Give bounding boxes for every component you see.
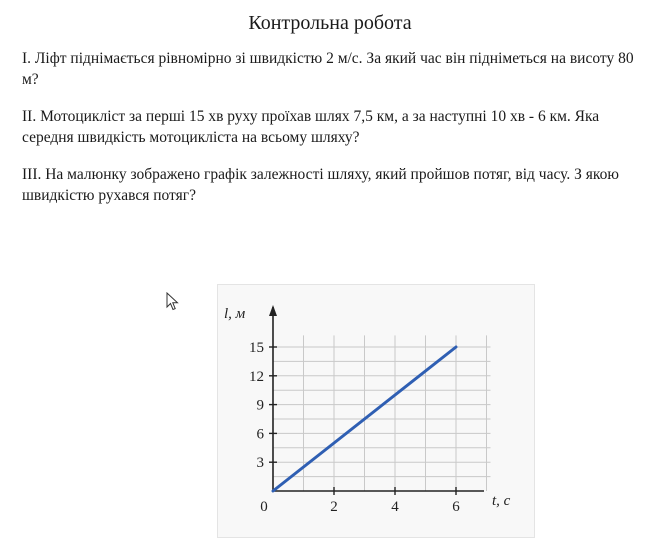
y-tick-label: 15 — [249, 340, 264, 356]
graph-panel — [217, 284, 535, 538]
chart-grid — [273, 335, 491, 491]
x-tick-label: 2 — [330, 499, 338, 515]
task-3: ІІІ. На малюнку зображено графік залежності шляху, який пройшов потяг, від часу. З якою швидкістю рухався потяг? — [22, 166, 619, 204]
task-1: І. Ліфт піднімається рівномірно зі швидкістю 2 м/с. За який час він підніметься на висоту 80 м? — [22, 50, 634, 88]
x-tick-label: 6 — [452, 499, 460, 515]
y-tick-label: 12 — [249, 368, 264, 385]
chart-axes — [269, 305, 484, 495]
mouse-pointer-icon — [166, 292, 180, 312]
x-axis-label: t, c — [492, 493, 511, 509]
y-tick-label: 3 — [256, 455, 264, 472]
y-tick-label: 9 — [256, 397, 264, 414]
x-tick-label: 0 — [260, 499, 268, 515]
y-axis-arrow — [269, 305, 277, 316]
path-time-chart — [218, 285, 534, 537]
x-tick-label: 4 — [391, 499, 399, 515]
y-axis-label: l, м — [224, 306, 246, 322]
page-title: Контрольна робота — [248, 12, 412, 34]
y-tick-label: 6 — [256, 426, 264, 443]
task-2: ІІ. Мотоцикліст за перші 15 хв руху проїхав шлях 7,5 км, а за наступні 10 хв - 6 км. Яка середня швидкість мотоцикліста на всьому шляху? — [22, 108, 600, 146]
